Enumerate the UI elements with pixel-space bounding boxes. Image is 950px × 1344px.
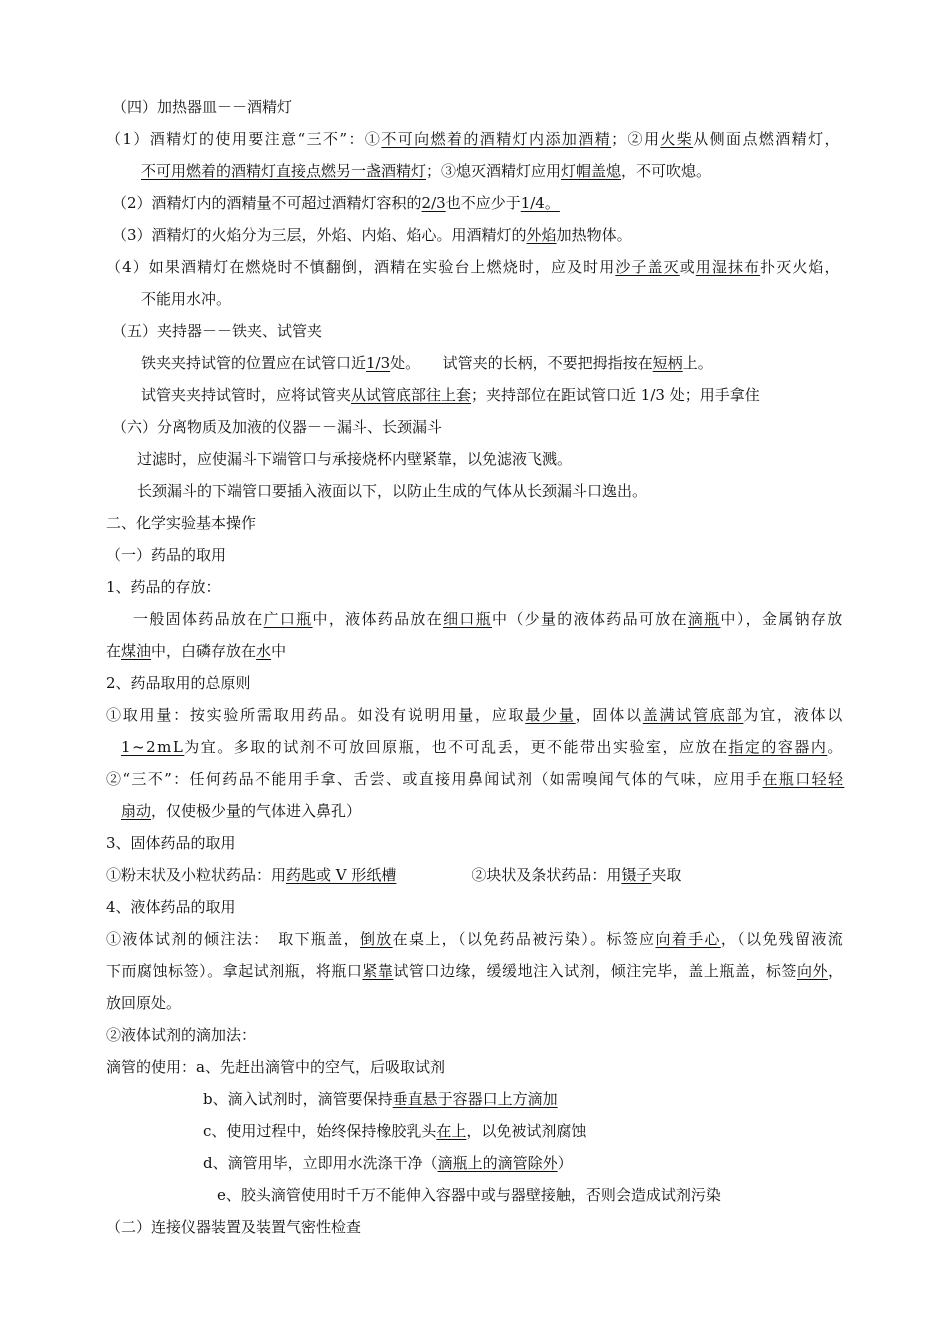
underlined-text: 1/3 [366,354,391,372]
underlined-text: 在瓶口轻轻 [762,770,845,788]
text-line [112,417,442,437]
text-line [106,1057,445,1077]
underlined-text: 滴瓶上的滴管除外 [437,1154,558,1172]
underlined-text: 火柴 [660,130,694,148]
text-segment: 从侧面点燃酒精灯， [693,130,841,148]
text-line [217,1185,721,1205]
text-line [112,321,322,341]
text-line [141,161,711,181]
text-line [203,1089,558,1109]
text-line [133,609,844,629]
text-segment: 上。 [682,354,713,372]
underlined-text: 倒放 [359,930,393,948]
text-segment: 不能用水冲。 [141,290,232,308]
text-segment: 中，白磷存放在 [151,642,257,660]
text-segment: ） [557,1154,573,1172]
text-line [112,193,560,213]
underlined-text: 短柄 [652,354,683,372]
underlined-text: 滴瓶 [687,610,721,628]
underlined-text: 不可向燃着的酒精灯内添加酒精 [381,130,612,148]
text-segment: 下而腐蚀标签）。拿起试剂瓶，将瓶口 [106,962,363,980]
text-segment: （3）酒精灯的火焰分为三层，外焰、内焰、焰心。用酒精灯的 [112,226,527,244]
text-segment: ， [828,962,844,980]
text-segment: 处。 试管夹的长柄，不要把拇指按在 [390,354,653,372]
text-line [137,449,572,469]
text-segment: 中（少量的液体药品可放在 [492,610,688,628]
text-segment: （1）酒精灯的使用要注意“三不”：① [106,130,382,148]
text-segment: 也不应少于 [445,194,521,212]
text-line [203,1153,573,1173]
text-segment: （六）分离物质及加液的仪器－－漏斗、长颈漏斗 [112,418,443,436]
text-segment: d、滴管用毕，立即用水洗涤干净（ [203,1154,438,1172]
text-line [106,545,226,565]
text-segment: ，（以免残留液流 [720,930,845,948]
text-segment: 试管夹夹持试管时，应将试管夹 [141,386,352,404]
underlined-text: 从试管底部往上套 [351,386,472,404]
text-segment: ②液体试剂的滴加法： [106,1026,257,1044]
text-segment: 中 [271,642,287,660]
underlined-text: 紧靠 [362,962,394,980]
text-segment: 3、固体药品的取用 [106,834,236,852]
text-segment: 在桌上，（以免药品被污染）。标签应 [392,930,656,948]
underlined-text: 不可用燃着的酒精灯直接点燃另一盏酒精灯 [141,162,427,180]
text-line [137,481,647,501]
text-segment: 。 [827,738,844,756]
text-segment: 夹取 [651,866,682,884]
text-segment: c、使用过程中，始终保持橡胶乳头 [203,1122,437,1140]
text-segment: ①取用量：按实验所需取用药品。如没有说明用量，应取 [106,706,526,724]
underlined-text: 用湿抹布 [695,258,761,276]
underlined-text: 垂直悬于容器口上方滴加 [392,1090,558,1108]
text-segment: （四）加热器皿－－酒精灯 [112,98,293,116]
text-segment: （2）酒精灯内的酒精量不可超过酒精灯容积的 [112,194,422,212]
text-segment: 为宜，液体以 [743,706,845,724]
underlined-text: 广口瓶 [263,610,313,628]
text-line [141,289,231,309]
underlined-text: 镊子 [621,866,652,884]
text-line [106,833,236,853]
text-line [106,673,251,693]
underlined-text: 外焰 [526,226,557,244]
text-line [106,641,286,661]
text-line [106,993,181,1013]
text-segment: ，仅使极少量的气体进入鼻孔） [151,802,362,820]
text-segment: ，不可吹熄。 [621,162,712,180]
text-segment: 二、化学实验基本操作 [106,514,257,532]
text-segment: 滴管的使用：a、先赶出滴管中的空气，后吸取试剂 [106,1058,445,1076]
text-segment: 为宜。多取的试剂不可放回原瓶，也不可乱丢，更不能带出实验室，应放在 [184,738,729,756]
text-segment: ①粉末状及小粒状药品：用 [106,866,287,884]
text-segment: 在 [106,642,122,660]
text-segment: （五）夹持器－－铁夹、试管夹 [112,322,323,340]
underlined-text: 药匙或 V 形纸槽 [286,866,397,884]
text-line [112,225,632,245]
text-segment: 试管口边缘，缓缓地注入试剂，倾注完毕，盖上瓶盖，标签 [393,962,797,980]
underlined-text: 扇动 [121,802,152,820]
text-segment: 中，液体药品放在 [312,610,444,628]
underlined-text: 指定的容器内 [728,738,828,756]
text-segment: 中），金属钠存放 [720,610,844,628]
text-line [106,769,844,789]
text-segment: ；②用 [611,130,661,148]
text-line [106,129,841,149]
text-segment: ②块状及条状药品：用 [396,866,622,884]
text-segment: ，以免被试剂腐蚀 [466,1122,587,1140]
text-line [106,513,256,533]
underlined-text: 1/4。 [520,194,560,212]
text-line [106,865,681,885]
text-segment: 1、药品的存放： [106,578,221,596]
text-line [106,257,841,277]
underlined-text: 沙子盖灭 [615,258,680,276]
text-segment: 加热物体。 [556,226,632,244]
text-line [121,801,361,821]
text-line [141,353,713,373]
text-segment: 长颈漏斗的下端管口要插入液面以下，以防止生成的气体从长颈漏斗口逸出。 [137,482,648,500]
text-line [106,1217,361,1237]
text-segment: 过滤时，应使漏斗下端管口与承接烧杯内壁紧靠，以免滤液飞溅。 [137,450,573,468]
text-segment: 或 [679,258,696,276]
text-segment: 铁夹夹持试管的位置应在试管口近 [141,354,367,372]
text-segment: 放回原处。 [106,994,182,1012]
text-segment: 一般固体药品放在 [133,610,264,628]
text-segment: b、滴入试剂时，滴管要保持 [203,1090,393,1108]
text-segment: ；③熄灭酒精灯应用 [426,162,562,180]
text-segment: 2、药品取用的总原则 [106,674,251,692]
text-segment: ②“三不”：任何药品不能用手拿、舌尝、或直接用鼻闻试剂（如需嗅闻气体的气味，应用手 [106,770,763,788]
underlined-text: 向外 [796,962,828,980]
text-line [106,705,844,725]
text-line [121,737,844,757]
text-segment: ；夹持部位在距试管口近 1/3 处；用手拿住 [471,386,760,404]
text-segment: （4）如果酒精灯在燃烧时不慎翻倒，酒精在实验台上燃烧时，应及时用 [106,258,616,276]
underlined-text: 细口瓶 [443,610,493,628]
text-segment: ，固体以 [575,706,643,724]
text-segment: 扑灭火焰， [760,258,841,276]
text-segment: （一）药品的取用 [106,546,227,564]
text-segment: e、胶头滴管使用时千万不能伸入容器中或与器壁接触，否则会造成试剂污染 [217,1186,721,1204]
underlined-text: 向着手心 [655,930,721,948]
underlined-text: 水 [256,642,272,660]
underlined-text: 煤油 [121,642,152,660]
underlined-text: 在上 [436,1122,467,1140]
text-line [106,929,844,949]
underlined-text: 灯帽盖熄 [561,162,622,180]
underlined-text: 最少量 [525,706,576,724]
text-segment: 4、液体药品的取用 [106,898,236,916]
text-segment: ①液体试剂的倾注法： 取下瓶盖， [106,930,360,948]
text-line [106,897,236,917]
text-line [112,97,292,117]
underlined-text: 2/3 [421,194,446,212]
text-line [106,961,844,981]
underlined-text: 盖满试管底部 [642,706,744,724]
text-segment: （二）连接仪器装置及装置气密性检查 [106,1218,362,1236]
text-line [203,1121,586,1141]
text-line [106,1025,256,1045]
underlined-text: 1~2mL [121,738,185,756]
text-line [106,577,221,597]
text-line [141,385,760,405]
